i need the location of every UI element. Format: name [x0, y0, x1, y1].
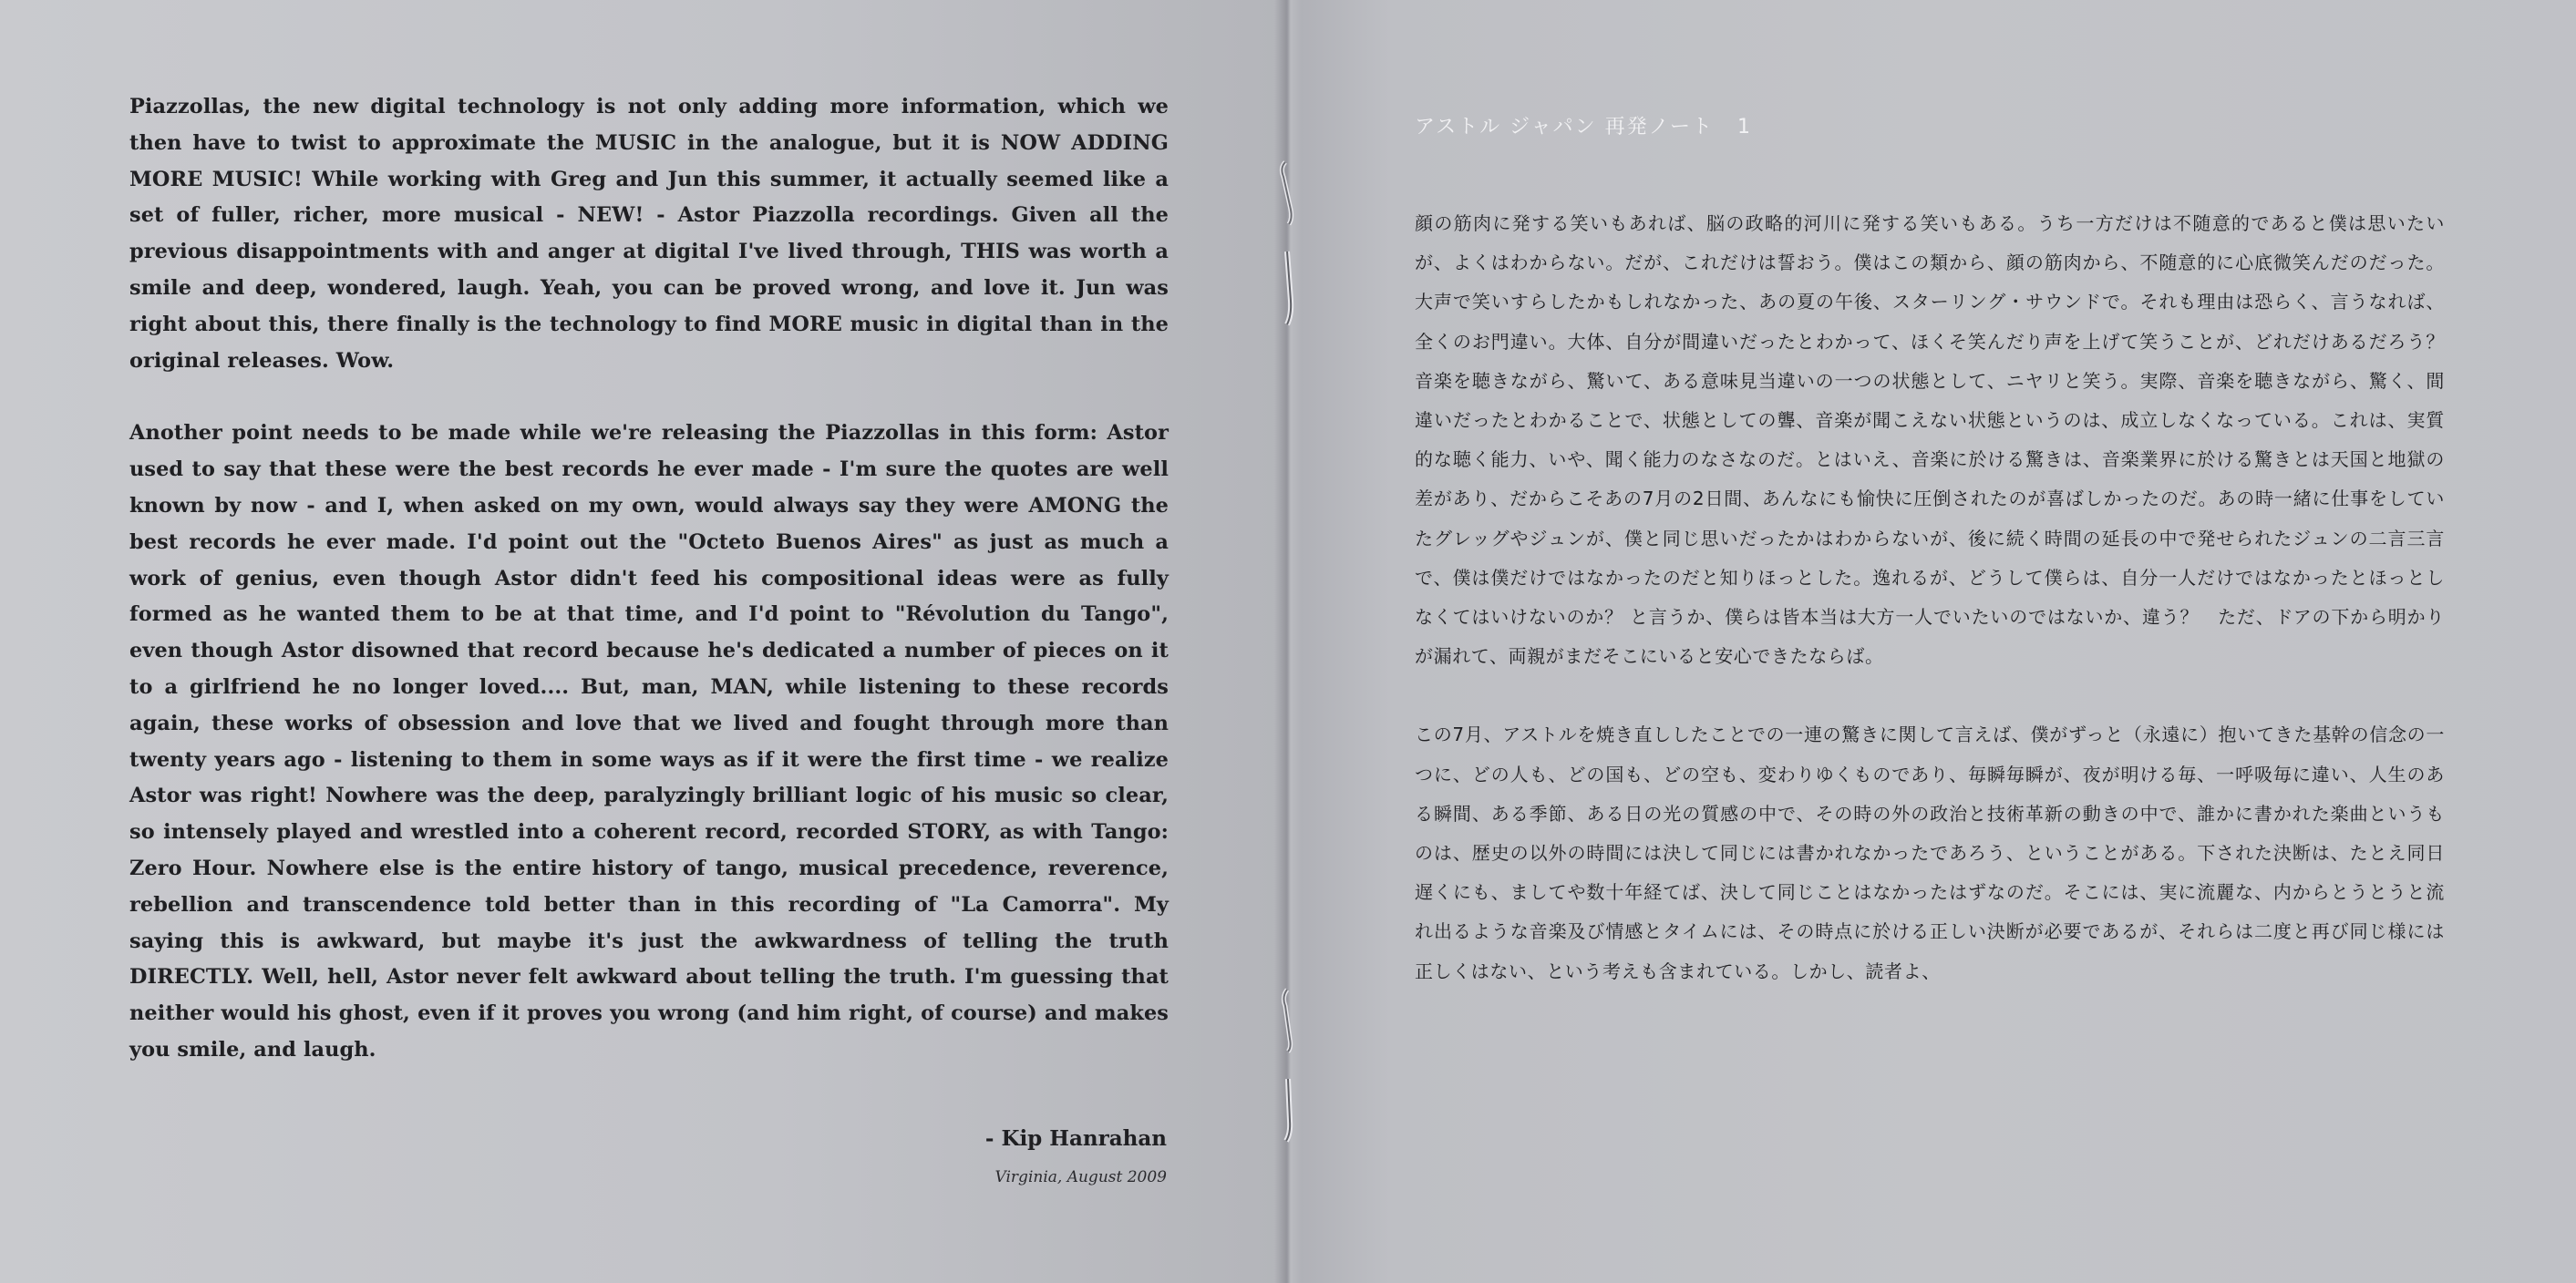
english-liner-notes	[129, 89, 1169, 1105]
japanese-paragraph-2: この7月、アストルを焼き直ししたことでの一連の驚きに関して言えば、僕がずっと（永遠に）抱いてきた基幹の信念の一つに、どの人も、どの国も、どの空も、変わりゆくものであり、毎瞬毎瞬が、夜が明ける毎、一呼吸毎に違い、人生のある瞬間、ある季節、ある日の光の質感の中で、その時の外の政治と技術革新の動きの中で、誰かに書かれた楽曲というものは、歴史の以外の時間には決して同じには書かれなかったであろう、ということがある。下された決断は、たとえ同日遅くにも、ましてや数十年経てば、決して同じことはなかったはずなのだ。そこには、実に流麗な、内からとうとうと流れ出るような音楽及び情感とタイムには、その時点に於ける正しい決断が必要であるが、それらは二度と再び同じ様には正しくはない、という考えも含まれている。しかし、読者よ、	[1415, 724, 2445, 982]
staple-icon	[1276, 155, 1302, 337]
japanese-paragraph-1: 顔の筋肉に発する笑いもあれば、脳の政略的河川に発する笑いもある。うち一方だけは不随意的であると僕は思いたいが、よくはわからない。だが、これだけは誓おう。僕はこの類から、顔の筋肉から、不随意的に心底微笑んだのだった。大声で笑いすらしたかもしれなかった、あの夏の午後、スターリング・サウンドで。それも理由は恐らく、言うなれば、全くのお門違い。大体、自分が間違いだったとわかって、ほくそ笑んだり声を上げて笑うことが、どれだけあるだろう？ 音楽を聴きながら、驚いて、ある意味見当違いの一つの状態として、ニヤリと笑う。実際、音楽を聴きながら、驚く、間違いだったとわかることで、状態としての聾、音楽が聞こえない状態というのは、成立しなくなっている。これは、実質的な聴く能力、いや、聞く能力のなさなのだ。とはいえ、音楽に於ける驚きは、音楽業界に於ける驚きとは天国と地獄の差があり、だからこそあの7月の2日間、あんなにも愉快に圧倒されたのが喜ばしかったのだ。あの時一緒に仕事をしていたグレッグやジュンが、僕と同じ思いだったかはわからないが、後に続く時間の延長の中で発せられたジュンの二言三言で、僕は僕だけではなかったのだと知りほっとした。逸れるが、どうして僕らは、自分一人だけではなかったとほっとしなくてはいけないのか？ と言うか、僕らは皆本当は大方一人でいたいのではないか、違う？ ただ、ドアの下から明かりが漏れて、両親がまだそこにいると安心できたならば。	[1415, 212, 2464, 668]
signature-place-date: Virginia, August 2009	[994, 1168, 1167, 1186]
left-page	[0, 0, 1287, 1283]
japanese-section-title	[1415, 111, 1752, 139]
title-number: 1	[1737, 116, 1753, 139]
author-signature: - Kip Hanrahan	[984, 1126, 1167, 1151]
english-paragraph-1: Piazzollas, the new digital technology is not only adding more information, which we then have to twist to approximate the MUSIC in the analogue, but it is NOW ADDING MORE MUSIC! While working with Greg and Jun this summer, it actually seemed like a set of fuller, richer, more musical - NEW! - Astor Piazzolla recordings. Given all the previous disappointments with and anger at digital I've lived through, THIS was worth a smile and deep, wondered, laugh. Yeah, you can be proved wrong, and love it. Jun was right about this, there finally is the technology to find MORE music in digital than in the original releases. Wow.	[129, 95, 1169, 373]
staple-icon	[1276, 984, 1302, 1148]
japanese-liner-notes	[1415, 204, 2464, 1031]
right-page	[1287, 0, 2576, 1283]
title-text: アストル ジャパン 再発ノート	[1415, 116, 1715, 139]
english-paragraph-2: Another point needs to be made while we're releasing the Piazzollas in this form: Astor used to say that these were the best records he ever made - I'm sure the quotes are well known by now - and I, when asked on my own, would always say they were AMONG the best records he ever made. I'd point out the "Octeto Buenos Aires" as just as much a work of genius, even though Astor didn't feed his compositional ideas were as fully formed as he wanted them to be at that time, and I'd point to "Révolution du Tango", even though Astor disowned that record because he's dedicated a number of pieces on it to a girlfriend he no longer loved.... But, man, MAN, while listening to these records again, these works of obsession and love that we lived and fought through more than twenty years ago - listening to them in some ways as if it were the first time - we realize Astor was right! Nowhere was the deep, paralyzingly brilliant logic of his music so clear, so intensely played and wrestled into a coherent record, recorded STORY, as with Tango: Zero Hour. Nowhere else is the entire history of tango, musical precedence, reverence, rebellion and transcendence told better than in this recording of "La Camorra". My saying this is awkward, but maybe it's just the awkwardness of telling the truth DIRECTLY. Well, hell, Astor never felt awkward about telling the truth. I'm guessing that neither would his ghost, even if it proves you wrong (and him right, of course) and makes you smile, and laugh.	[129, 421, 1169, 1062]
